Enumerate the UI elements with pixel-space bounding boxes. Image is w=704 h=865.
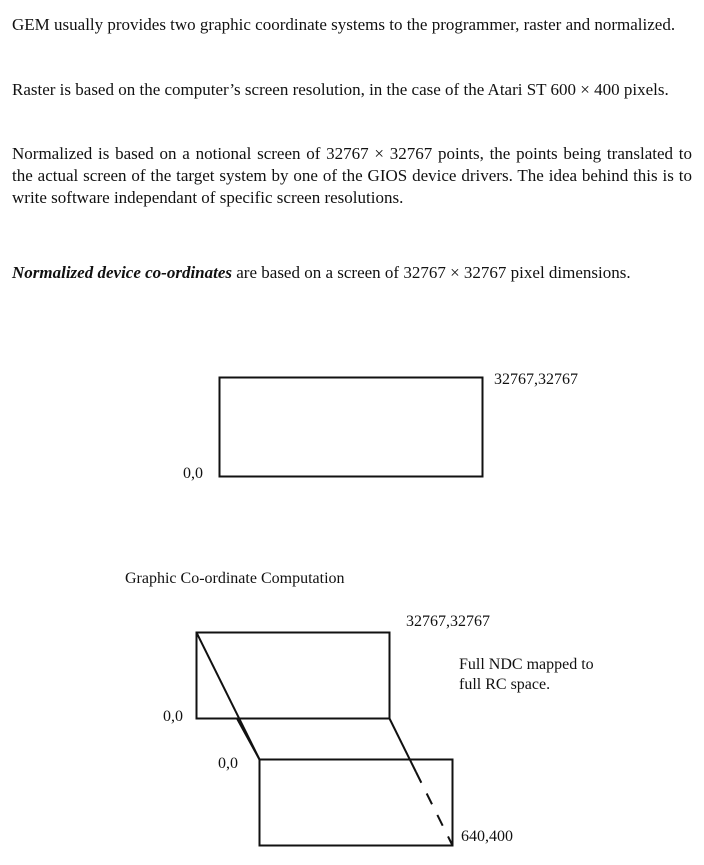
diagram-caption: Graphic Co-ordinate Computation: [125, 570, 345, 587]
ndc-term: Normalized device co-ordinates: [12, 263, 233, 282]
ndc-top-right-label: 32767,32767: [494, 371, 578, 388]
mapped-ndc-top-right-label: 32767,32767: [406, 613, 490, 630]
intro-paragraph: GEM usually provides two graphic coordinate systems to the programmer, raster and normalized.: [12, 15, 676, 34]
mapping-line-bottom-right-solid: [390, 719, 417, 773]
mapping-note: [459, 655, 594, 695]
rc-space-rect: [260, 760, 453, 846]
ndc-screen-rect: [220, 378, 483, 477]
rc-origin-label: 0,0: [218, 755, 238, 772]
normalized-paragraph: Normalized is based on a notional screen of 32767 × 32767 points, the points being translated to the actual screen of the target system by one of the GIOS device drivers. The idea behind this is to write software independant of specific screen resolutions.: [12, 144, 692, 207]
ndc-definition: are based on a screen of 32767 × 32767 pixel dimensions.: [232, 263, 631, 282]
mapping-line-dashed: [416, 772, 453, 846]
ndc-origin-label: 0,0: [183, 465, 203, 482]
mapping-note-line2: full RC space.: [459, 676, 551, 693]
mapping-note-line1: Full NDC mapped to: [459, 656, 594, 673]
mapping-line-bottom-left: [237, 719, 260, 760]
raster-paragraph: Raster is based on the computer’s screen resolution, in the case of the Atari ST 600 × 400 pixels.: [12, 80, 669, 99]
rc-bottom-right-label: 640,400: [461, 828, 513, 845]
ndc-space-rect: [197, 633, 390, 719]
mapped-ndc-origin-label: 0,0: [163, 708, 183, 725]
